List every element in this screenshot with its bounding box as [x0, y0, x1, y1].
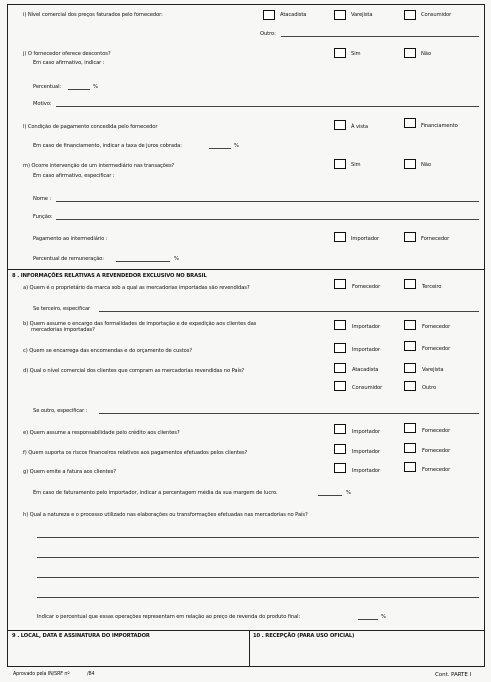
indicar-percentual-unit: % [381, 614, 386, 620]
checkbox-8d-atacadista[interactable] [334, 363, 346, 373]
section-10-official-area [250, 640, 484, 666]
em-caso-financiamento: Em caso de financiamento, indicar a taxa de juros cobrada: [33, 143, 182, 149]
percentual-label: Percentual: [33, 84, 62, 90]
outro-field[interactable] [281, 36, 479, 37]
percentual-field[interactable] [68, 89, 90, 90]
question-8f-label: f) Quem suporta os riscos financeiros relativos aos pagamentos efetuados pelos clientes? [23, 450, 248, 456]
checkbox-8a-terceiro[interactable] [404, 279, 416, 289]
footer-approved-number: /84 [87, 672, 95, 677]
question-8h-label: h) Qual a natureza e o processo utilizado nas elaborações ou transformações efetuadas nas mercadorias no País? [23, 512, 308, 518]
percentual-remuneracao-unit: % [174, 256, 179, 262]
section-8-divider [7, 269, 485, 270]
margem-lucro-unit: % [346, 490, 351, 496]
option-8a-fornecedor: Fornecedor [352, 284, 381, 290]
option-8c-fornecedor: Fornecedor [422, 346, 451, 352]
em-caso-faturamento: Em caso de faturamento pelo importador, indicar a percentagem média da sua margem de lucro. [33, 490, 278, 496]
indicar-percentual-label: Indicar o percentual que essas operações representam em relação ao preço de revenda do produto final: [37, 614, 301, 620]
option-pagamento-fornecedor: Fornecedor [421, 236, 450, 242]
question-8h-line-1[interactable] [37, 537, 479, 538]
motivo-field[interactable] [56, 106, 479, 107]
checkbox-varejista[interactable] [334, 10, 346, 20]
checkbox-8b-fornecedor[interactable] [404, 320, 416, 330]
option-8a-terceiro: Terceiro [422, 284, 442, 290]
section-10-header: 10 . RECEPÇÃO (PARA USO OFICIAL) [253, 633, 355, 639]
option-8b-fornecedor: Fornecedor [422, 324, 451, 330]
checkbox-a-vista[interactable] [334, 120, 346, 130]
checkbox-atacadista[interactable] [263, 10, 275, 20]
footer-continuation: Cont. PARTE I [435, 672, 472, 678]
checkbox-8f-fornecedor[interactable] [404, 443, 416, 453]
question-8e-label: e) Quem assume a responsabilidade pelo crédito aos clientes? [23, 430, 180, 436]
margem-lucro-field[interactable] [318, 495, 342, 496]
checkbox-8a-fornecedor[interactable] [334, 279, 346, 289]
checkbox-m-nao[interactable] [404, 159, 416, 169]
nome-label: Nome : [33, 196, 52, 202]
option-8d-outro: Outro [422, 385, 437, 391]
option-m-nao: Não [421, 162, 431, 168]
checkbox-8d-outro[interactable] [404, 381, 416, 391]
option-financiamento: Financiamento [421, 123, 458, 129]
question-j-label: j) O fornecedor oferece descontos? [23, 51, 111, 57]
se-outro-field[interactable] [99, 413, 479, 414]
checkbox-8b-importador[interactable] [334, 320, 346, 330]
option-j-sim: Sim [351, 51, 361, 57]
section-9-signature-area[interactable] [8, 640, 248, 666]
checkbox-8e-importador[interactable] [334, 424, 346, 434]
option-m-sim: Sim [351, 162, 361, 168]
checkbox-8d-varejista[interactable] [404, 363, 416, 373]
checkbox-8e-fornecedor[interactable] [404, 423, 416, 433]
option-8b-importador: Importador [352, 324, 380, 330]
checkbox-pagamento-importador[interactable] [334, 232, 346, 242]
funcao-label: Função: [33, 214, 53, 220]
question-8d-label: d) Qual o nível comercial dos clientes que compram as mercadorias revendidas no País? [23, 368, 245, 374]
question-8c-label: c) Quem se encarrega das encomendas e do orçamento de custos? [23, 348, 193, 354]
option-8c-importador: Importador [352, 347, 380, 353]
indicar-percentual-field[interactable] [358, 619, 378, 620]
checkbox-8c-importador[interactable] [334, 343, 346, 353]
percentual-remuneracao-label: Percentual de remuneração: [33, 256, 104, 262]
option-8f-importador: Importador [352, 449, 380, 455]
question-m-label: m) Ocorre intervenção de um intermediário nas transações? [23, 163, 175, 169]
taxa-juros-unit: % [234, 143, 239, 149]
question-8h-line-4[interactable] [37, 597, 479, 598]
option-8d-atacadista: Atacadista [352, 367, 379, 373]
checkbox-m-sim[interactable] [334, 159, 346, 169]
checkbox-8g-fornecedor[interactable] [404, 462, 416, 472]
option-8g-fornecedor: Fornecedor [422, 467, 451, 473]
nome-field[interactable] [56, 201, 479, 202]
question-8b-label-1: b) Quem assume o encargo das formalidades de importação e de expedição aos clientes das [23, 321, 257, 327]
section-8-header: 8 . INFORMAÇÕES RELATIVAS A REVENDEDOR EXCLUSIVO NO BRASIL [12, 273, 207, 279]
option-j-nao: Não [421, 51, 431, 57]
percentual-unit: % [93, 84, 98, 90]
checkbox-financiamento[interactable] [404, 118, 416, 128]
checkbox-8d-consumidor[interactable] [334, 381, 346, 391]
checkbox-8f-importador[interactable] [334, 444, 346, 454]
option-consumidor: Consumidor [421, 12, 452, 18]
checkbox-pagamento-fornecedor[interactable] [404, 232, 416, 242]
checkbox-j-sim[interactable] [334, 48, 346, 58]
checkbox-8g-importador[interactable] [334, 463, 346, 473]
checkbox-j-nao[interactable] [404, 48, 416, 58]
funcao-field[interactable] [56, 219, 479, 220]
pagamento-intermediario-label: Pagamento ao intermediário : [33, 236, 108, 242]
footer-approved-label: Aprovado pela IN/SRF nº [13, 672, 70, 677]
motivo-label: Motivo: [33, 101, 52, 107]
se-outro-label: Se outro, especificar : [33, 408, 88, 414]
option-8e-importador: Importador [352, 429, 380, 435]
checkbox-8c-fornecedor[interactable] [404, 341, 416, 351]
question-8h-line-2[interactable] [37, 557, 479, 558]
section-9-header: 9 . LOCAL, DATA E ASSINATURA DO IMPORTADOR [12, 633, 150, 639]
question-8h-line-3[interactable] [37, 577, 479, 578]
option-8g-importador: Importador [352, 468, 380, 474]
option-varejista: Varejista [351, 12, 373, 18]
form-border [7, 4, 485, 667]
se-terceiro-field[interactable] [99, 311, 479, 312]
bottom-sections-divider [7, 630, 485, 631]
se-terceiro-label: Se terceiro, especificar [33, 306, 91, 312]
taxa-juros-field[interactable] [209, 148, 231, 149]
question-8b-label-2: mercadorias importadas? [31, 327, 95, 333]
option-8f-fornecedor: Fornecedor [422, 448, 451, 454]
m-em-caso-afirmativo: Em caso afirmativo, especificar : [33, 173, 115, 179]
option-atacadista: Atacadista [280, 12, 307, 18]
option-a-vista: À vista [351, 124, 368, 130]
question-8g-label: g) Quem emite a fatura aos clientes? [23, 469, 116, 475]
question-8a-label: a) Quem é o proprietário da marca sob a qual as mercadorias importadas são revendidas? [23, 285, 250, 291]
question-i-label: i) Nível comercial dos preços faturados pelo fornecedor: [23, 12, 163, 18]
option-8d-consumidor: Consumidor [352, 385, 383, 391]
j-em-caso-afirmativo: Em caso afirmativo, indicar : [33, 60, 105, 66]
question-l-label: l) Condição de pagamento concedida pelo fornecedor [23, 124, 158, 130]
option-8d-varejista: Varejista [422, 367, 444, 373]
option-8e-fornecedor: Fornecedor [422, 428, 451, 434]
checkbox-consumidor[interactable] [404, 10, 416, 20]
outro-label: Outro: [260, 31, 276, 37]
percentual-remuneracao-field[interactable] [116, 261, 170, 262]
option-pagamento-importador: Importador [351, 236, 379, 242]
